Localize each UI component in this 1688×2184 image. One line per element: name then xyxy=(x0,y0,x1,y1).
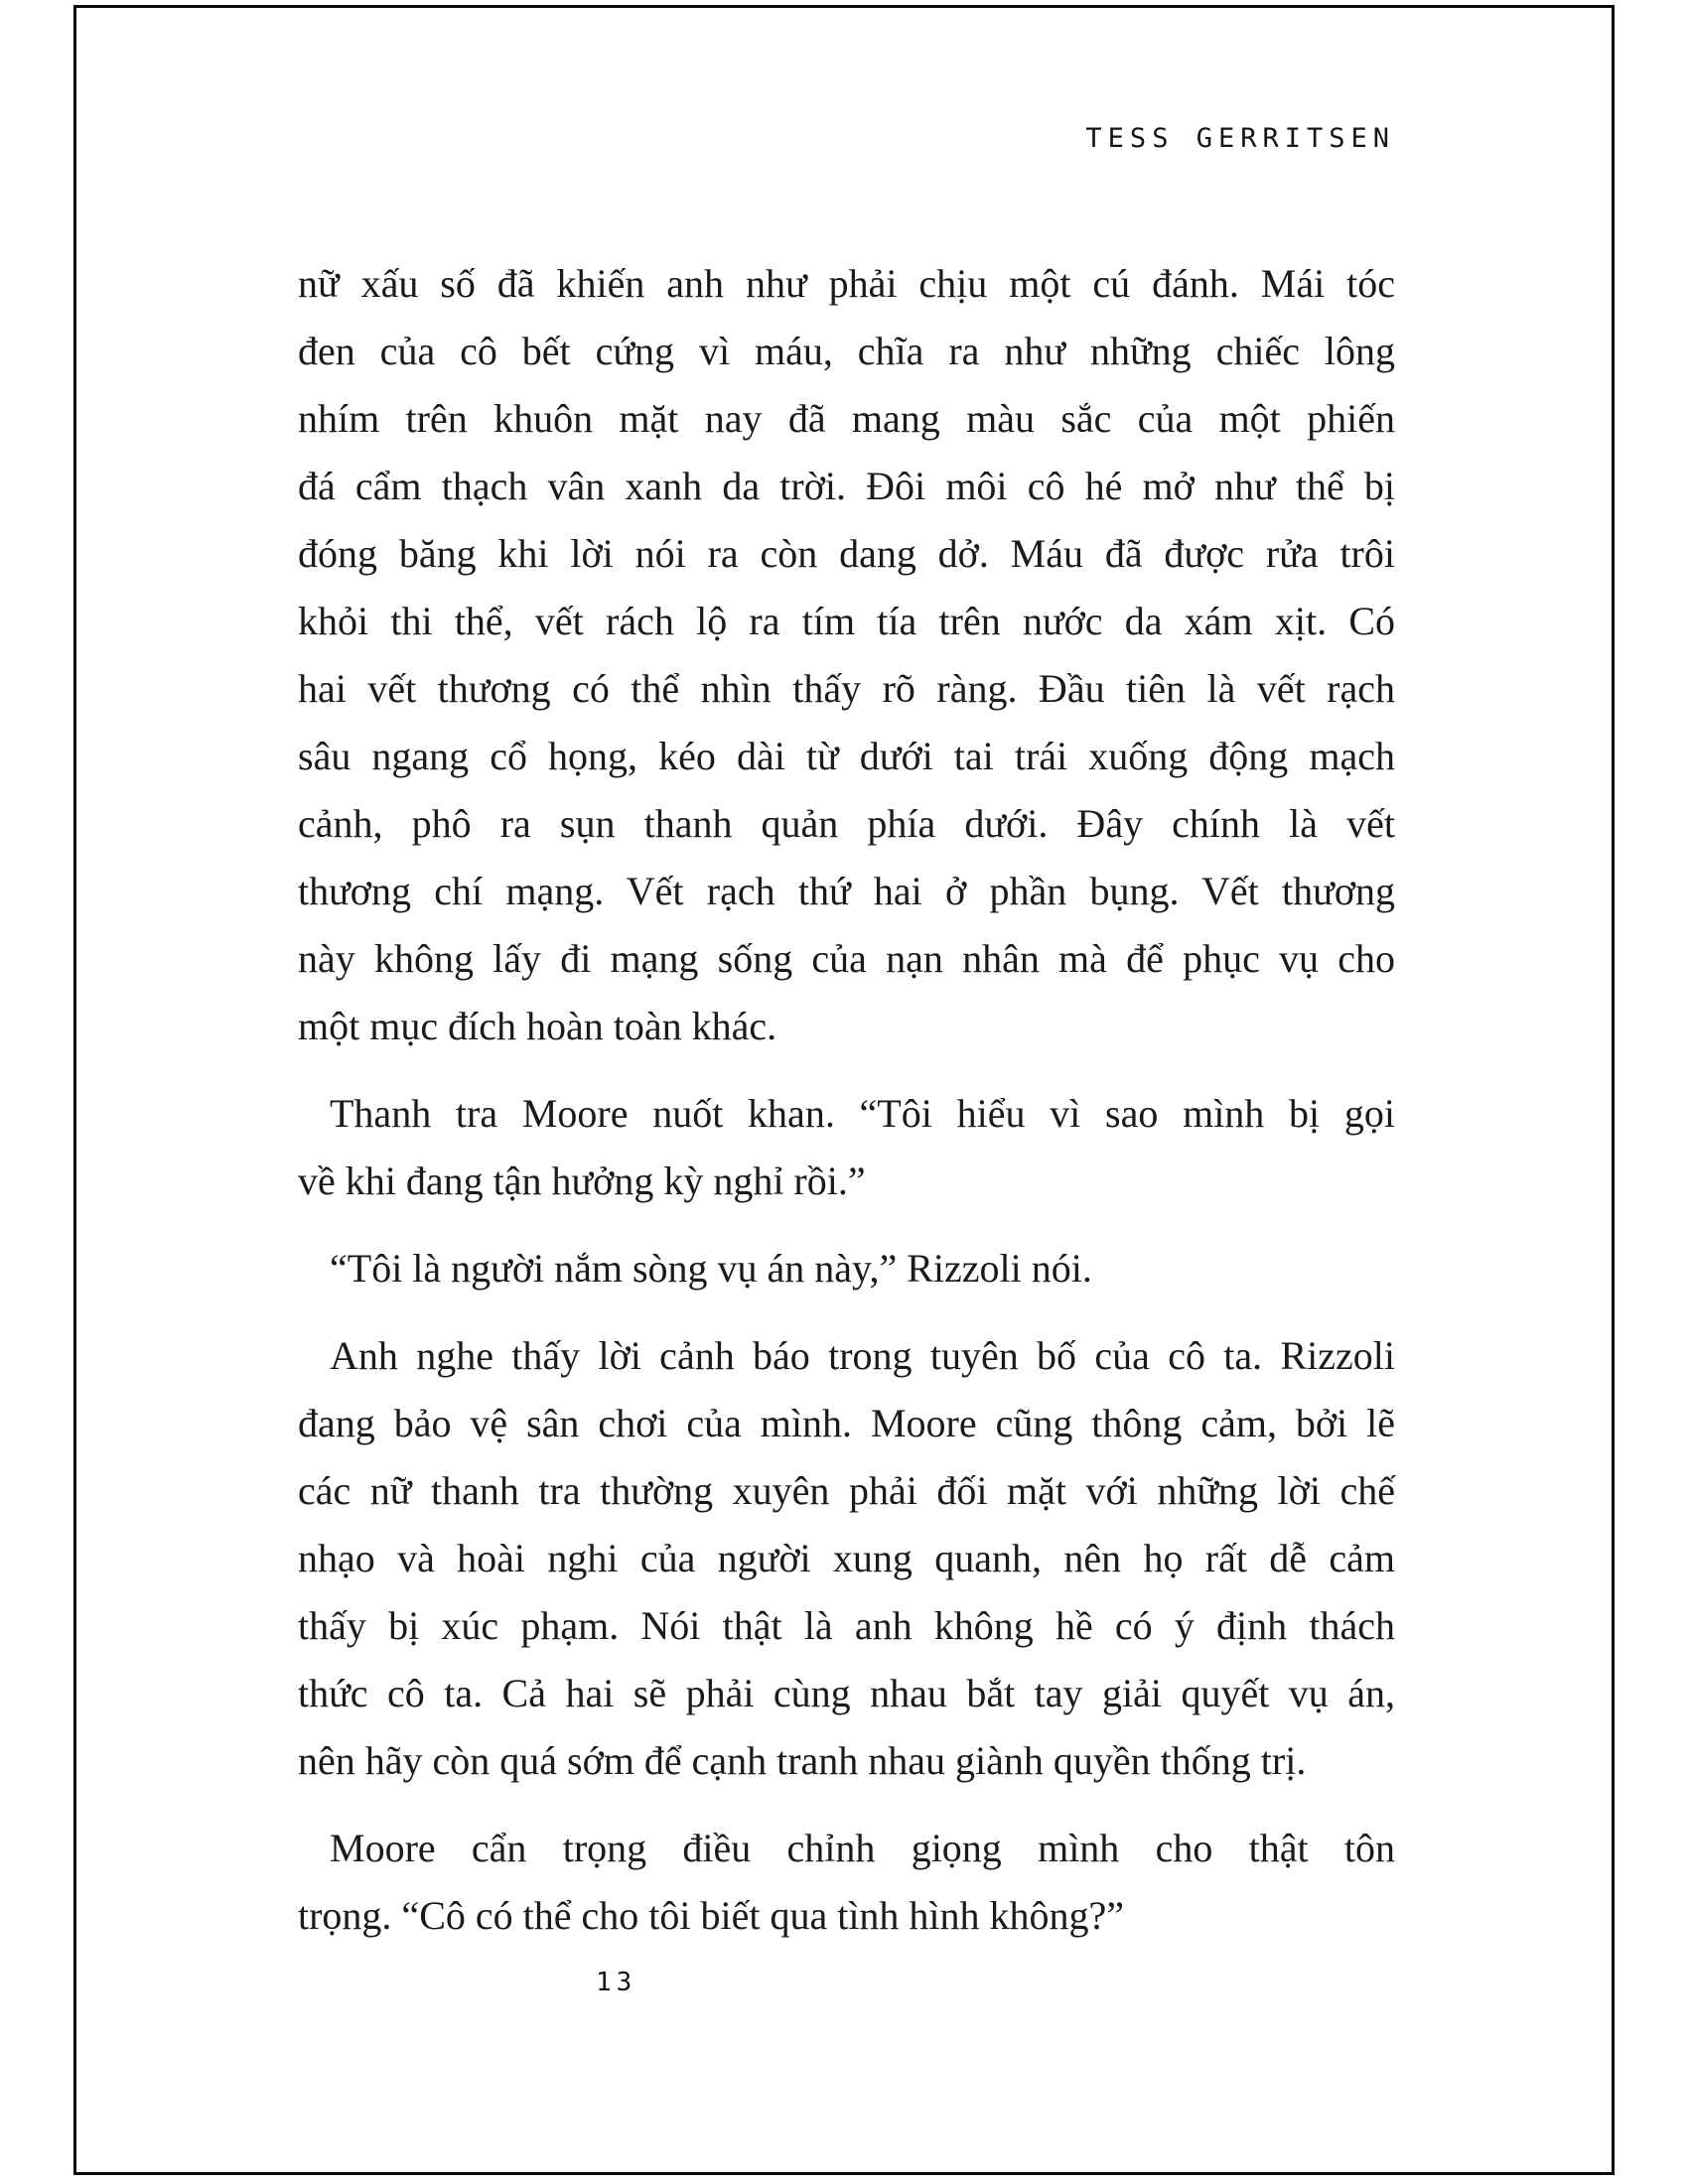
text-line: đá cẩm thạch vân xanh da trời. Đôi môi cô hé mở như thể bị xyxy=(298,464,1395,508)
text-line: đóng băng khi lời nói ra còn dang dở. Máu đã được rửa trôi xyxy=(298,531,1395,576)
text-line: Moore cẩn trọng điều chỉnh giọng mình cho thật tôn xyxy=(330,1826,1395,1870)
text-line: thương chí mạng. Vết rạch thứ hai ở phần bụng. Vết thương xyxy=(298,869,1395,913)
text-line: một mục đích hoàn toàn khác. xyxy=(298,1004,777,1048)
page-number: 13 xyxy=(596,1968,637,1997)
paragraph xyxy=(298,1815,1395,1950)
text-line: nữ xấu số đã khiến anh như phải chịu một cú đánh. Mái tóc xyxy=(298,261,1395,306)
body-text xyxy=(298,250,1395,1950)
text-line: các nữ thanh tra thường xuyên phải đối mặt với những lời chế xyxy=(298,1468,1395,1513)
text-line: Thanh tra Moore nuốt khan. “Tôi hiểu vì sao mình bị gọi xyxy=(330,1091,1395,1136)
text-line: thức cô ta. Cả hai sẽ phải cùng nhau bắt tay giải quyết vụ án, xyxy=(298,1671,1395,1715)
paragraph xyxy=(298,1080,1395,1215)
text-line: nhím trên khuôn mặt nay đã mang màu sắc của một phiến xyxy=(298,396,1395,441)
text-line: thấy bị xúc phạm. Nói thật là anh không hề có ý định thách xyxy=(298,1603,1395,1648)
text-line: này không lấy đi mạng sống của nạn nhân mà để phục vụ cho xyxy=(298,936,1395,981)
text-line: trọng. “Cô có thể cho tôi biết qua tình hình không?” xyxy=(298,1893,1125,1938)
text-line: cảnh, phô ra sụn thanh quản phía dưới. Đây chính là vết xyxy=(298,801,1395,846)
text-line: Anh nghe thấy lời cảnh báo trong tuyên bố của cô ta. Rizzoli xyxy=(330,1333,1395,1378)
running-header: TESS GERRITSEN xyxy=(1085,123,1395,154)
paragraph xyxy=(298,1322,1395,1795)
paragraph xyxy=(298,250,1395,1060)
text-line: nên hãy còn quá sớm để cạnh tranh nhau giành quyền thống trị. xyxy=(298,1738,1307,1783)
text-line: khỏi thi thể, vết rách lộ ra tím tía trên nước da xám xịt. Có xyxy=(298,599,1395,643)
paragraph xyxy=(298,1235,1395,1302)
text-line: về khi đang tận hưởng kỳ nghỉ rồi.” xyxy=(298,1159,866,1203)
text-line: “Tôi là người nắm sòng vụ án này,” Rizzoli nói. xyxy=(330,1246,1092,1291)
text-line: nhạo và hoài nghi của người xung quanh, nên họ rất dễ cảm xyxy=(298,1536,1395,1580)
text-line: sâu ngang cổ họng, kéo dài từ dưới tai trái xuống động mạch xyxy=(298,734,1395,778)
text-line: đang bảo vệ sân chơi của mình. Moore cũng thông cảm, bởi lẽ xyxy=(298,1401,1395,1445)
text-line: hai vết thương có thể nhìn thấy rõ ràng. Đầu tiên là vết rạch xyxy=(298,666,1395,711)
text-line: đen của cô bết cứng vì máu, chĩa ra như những chiếc lông xyxy=(298,329,1395,373)
